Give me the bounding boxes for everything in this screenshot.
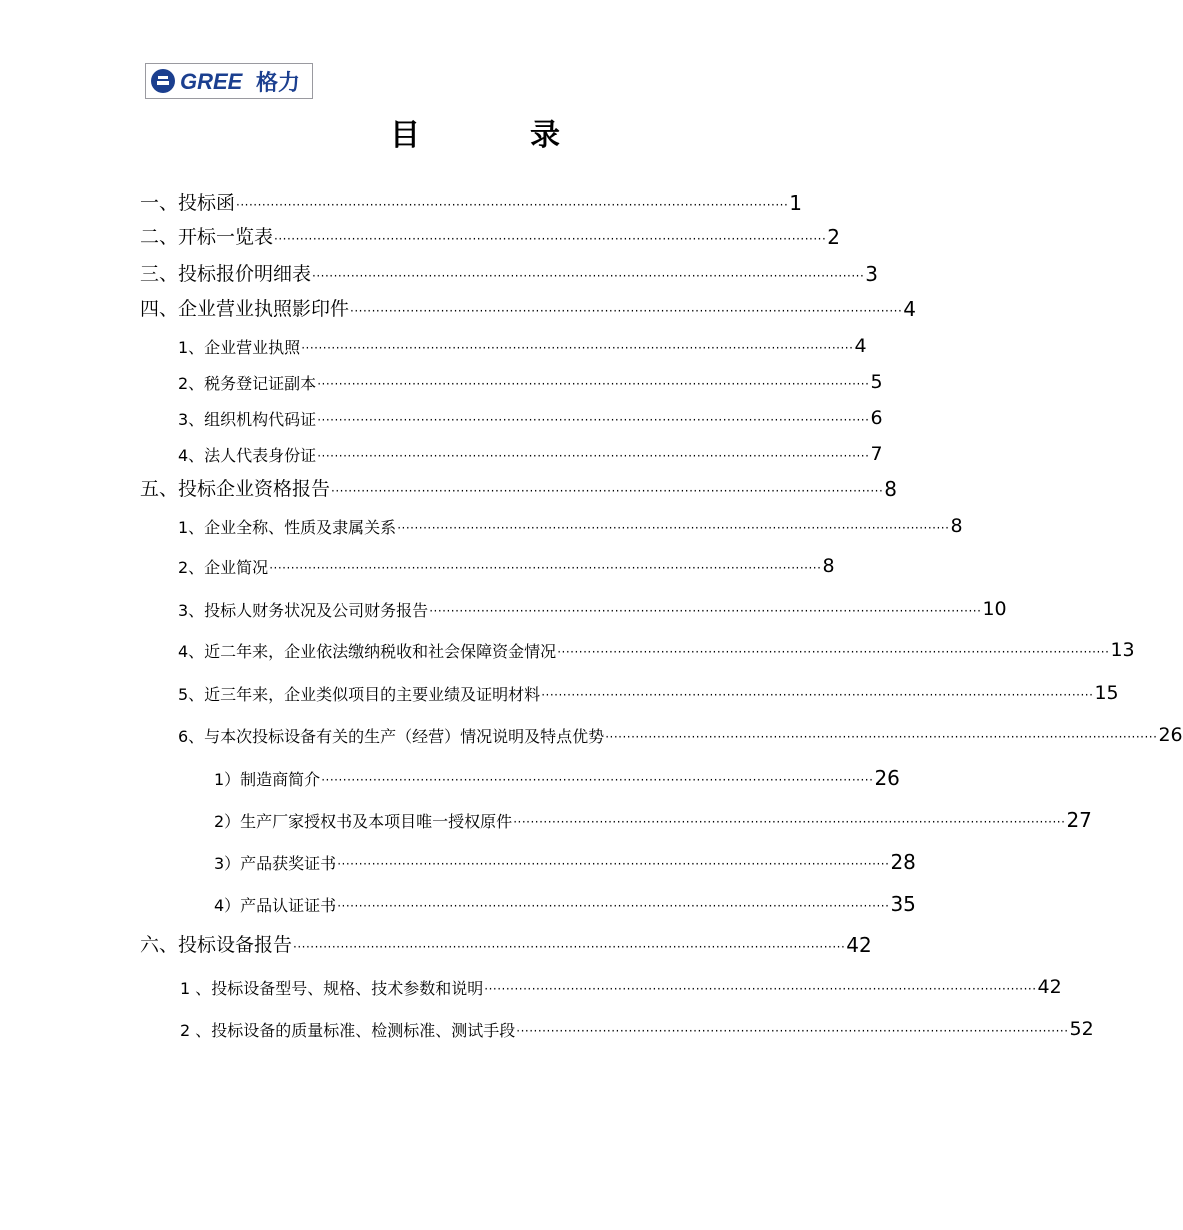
toc-page: 7 <box>870 443 883 465</box>
toc-entry[interactable] <box>178 673 1119 704</box>
toc-page: 5 <box>870 371 883 393</box>
toc-label: 一、投标函 <box>140 192 236 214</box>
toc-leader: ································································································································ <box>513 815 1066 829</box>
toc-entry[interactable] <box>214 800 1092 832</box>
toc-page: 26 <box>1158 724 1183 746</box>
toc-label: 2）生产厂家授权书及本项目唯一授权原件 <box>214 812 513 831</box>
toc-leader: ································································································································ <box>337 899 890 913</box>
toc-entry[interactable] <box>180 1009 1094 1040</box>
toc-entry[interactable] <box>178 434 883 465</box>
toc-entry[interactable] <box>178 506 963 537</box>
toc-leader: ································································································································ <box>605 730 1158 744</box>
toc-page: 2 <box>827 225 840 249</box>
toc-label: 二、开标一览表 <box>140 226 274 248</box>
toc-page: 28 <box>890 850 916 874</box>
toc-page: 4 <box>854 335 867 357</box>
toc-page: 4 <box>903 297 916 321</box>
toc-page: 42 <box>846 933 872 957</box>
toc-page: 10 <box>982 598 1007 620</box>
page-title: 目 录 <box>390 118 600 153</box>
toc-leader: ································································································································ <box>293 940 846 954</box>
toc-page: 52 <box>1069 1018 1094 1040</box>
toc-leader: ································································································································ <box>317 449 870 463</box>
toc-leader: ································································································································ <box>274 232 827 246</box>
toc-page: 8 <box>884 477 897 501</box>
toc-label: 1）制造商简介 <box>214 770 321 789</box>
toc-entry[interactable] <box>140 183 802 215</box>
toc-entry[interactable] <box>140 254 878 286</box>
toc-leader: ································································································································ <box>557 645 1110 659</box>
toc-page: 3 <box>865 262 878 286</box>
toc-page: 1 <box>789 191 802 215</box>
toc-leader: ································································································································ <box>516 1024 1069 1038</box>
toc-label: 六、投标设备报告 <box>140 934 293 956</box>
toc-entry[interactable] <box>214 758 900 790</box>
toc-label: 2、税务登记证副本 <box>178 374 317 393</box>
toc-page: 35 <box>890 892 916 916</box>
toc-leader: ································································································································ <box>541 688 1094 702</box>
toc-entry[interactable] <box>140 217 840 249</box>
toc-label: 1、企业全称、性质及隶属关系 <box>178 518 397 537</box>
toc-label: 4、近二年来，企业依法缴纳税收和社会保障资金情况 <box>178 642 557 661</box>
toc-label: 三、投标报价明细表 <box>140 263 312 285</box>
toc-leader: ································································································································ <box>301 341 854 355</box>
toc-leader: ································································································································ <box>429 604 982 618</box>
toc-leader: ································································································································ <box>321 773 874 787</box>
toc-entry[interactable] <box>178 326 867 357</box>
toc-entry[interactable] <box>180 967 1062 998</box>
toc-leader: ································································································································ <box>484 982 1037 996</box>
toc-entry[interactable] <box>178 362 883 393</box>
toc-entry[interactable] <box>178 630 1135 661</box>
gree-logo <box>145 63 313 99</box>
toc-leader: ································································································································ <box>269 561 822 575</box>
toc-entry[interactable] <box>178 715 1183 746</box>
toc-entry[interactable] <box>214 884 916 916</box>
toc-leader: ································································································································ <box>312 269 865 283</box>
toc-label: 5、近三年来，企业类似项目的主要业绩及证明材料 <box>178 685 541 704</box>
toc-leader: ································································································································ <box>331 484 884 498</box>
toc-page: 26 <box>874 766 900 790</box>
toc-entry[interactable] <box>140 289 916 321</box>
toc-label: 四、企业营业执照影印件 <box>140 298 350 320</box>
toc-label: 2 、投标设备的质量标准、检测标准、测试手段 <box>180 1021 516 1040</box>
logo-wordmark: GREE <box>180 69 243 94</box>
toc-label: 2、企业简况 <box>178 558 269 577</box>
toc-leader: ································································································································ <box>350 304 903 318</box>
toc-label: 4、法人代表身份证 <box>178 446 317 465</box>
toc-leader: ································································································································ <box>337 857 890 871</box>
toc-page: 42 <box>1037 976 1062 998</box>
toc-label: 五、投标企业资格报告 <box>140 478 331 500</box>
toc-label: 1、企业营业执照 <box>178 338 301 357</box>
toc-leader: ································································································································ <box>317 377 870 391</box>
toc-page: 8 <box>822 555 835 577</box>
toc-page: 6 <box>870 407 883 429</box>
toc-page: 8 <box>950 515 963 537</box>
toc-page: 15 <box>1094 682 1119 704</box>
toc-entry[interactable] <box>178 546 835 577</box>
toc-entry[interactable] <box>140 925 872 957</box>
toc-label: 1 、投标设备型号、规格、技术参数和说明 <box>180 979 484 998</box>
toc-page: 13 <box>1110 639 1135 661</box>
toc-leader: ································································································································ <box>317 413 870 427</box>
toc-label: 3、组织机构代码证 <box>178 410 317 429</box>
toc-label: 3、投标人财务状况及公司财务报告 <box>178 601 429 620</box>
toc-entry[interactable] <box>214 842 916 874</box>
toc-entry[interactable] <box>140 469 897 501</box>
toc-entry[interactable] <box>178 398 883 429</box>
toc-label: 3）产品获奖证书 <box>214 854 337 873</box>
toc-leader: ································································································································ <box>236 198 789 212</box>
toc-label: 6、与本次投标设备有关的生产（经营）情况说明及特点优势 <box>178 727 605 746</box>
toc-entry[interactable] <box>178 589 1007 620</box>
toc-page: 27 <box>1066 808 1092 832</box>
toc-label: 4）产品认证证书 <box>214 896 337 915</box>
toc-leader: ································································································································ <box>397 521 950 535</box>
logo-cn-wordmark: 格力 <box>256 71 301 96</box>
